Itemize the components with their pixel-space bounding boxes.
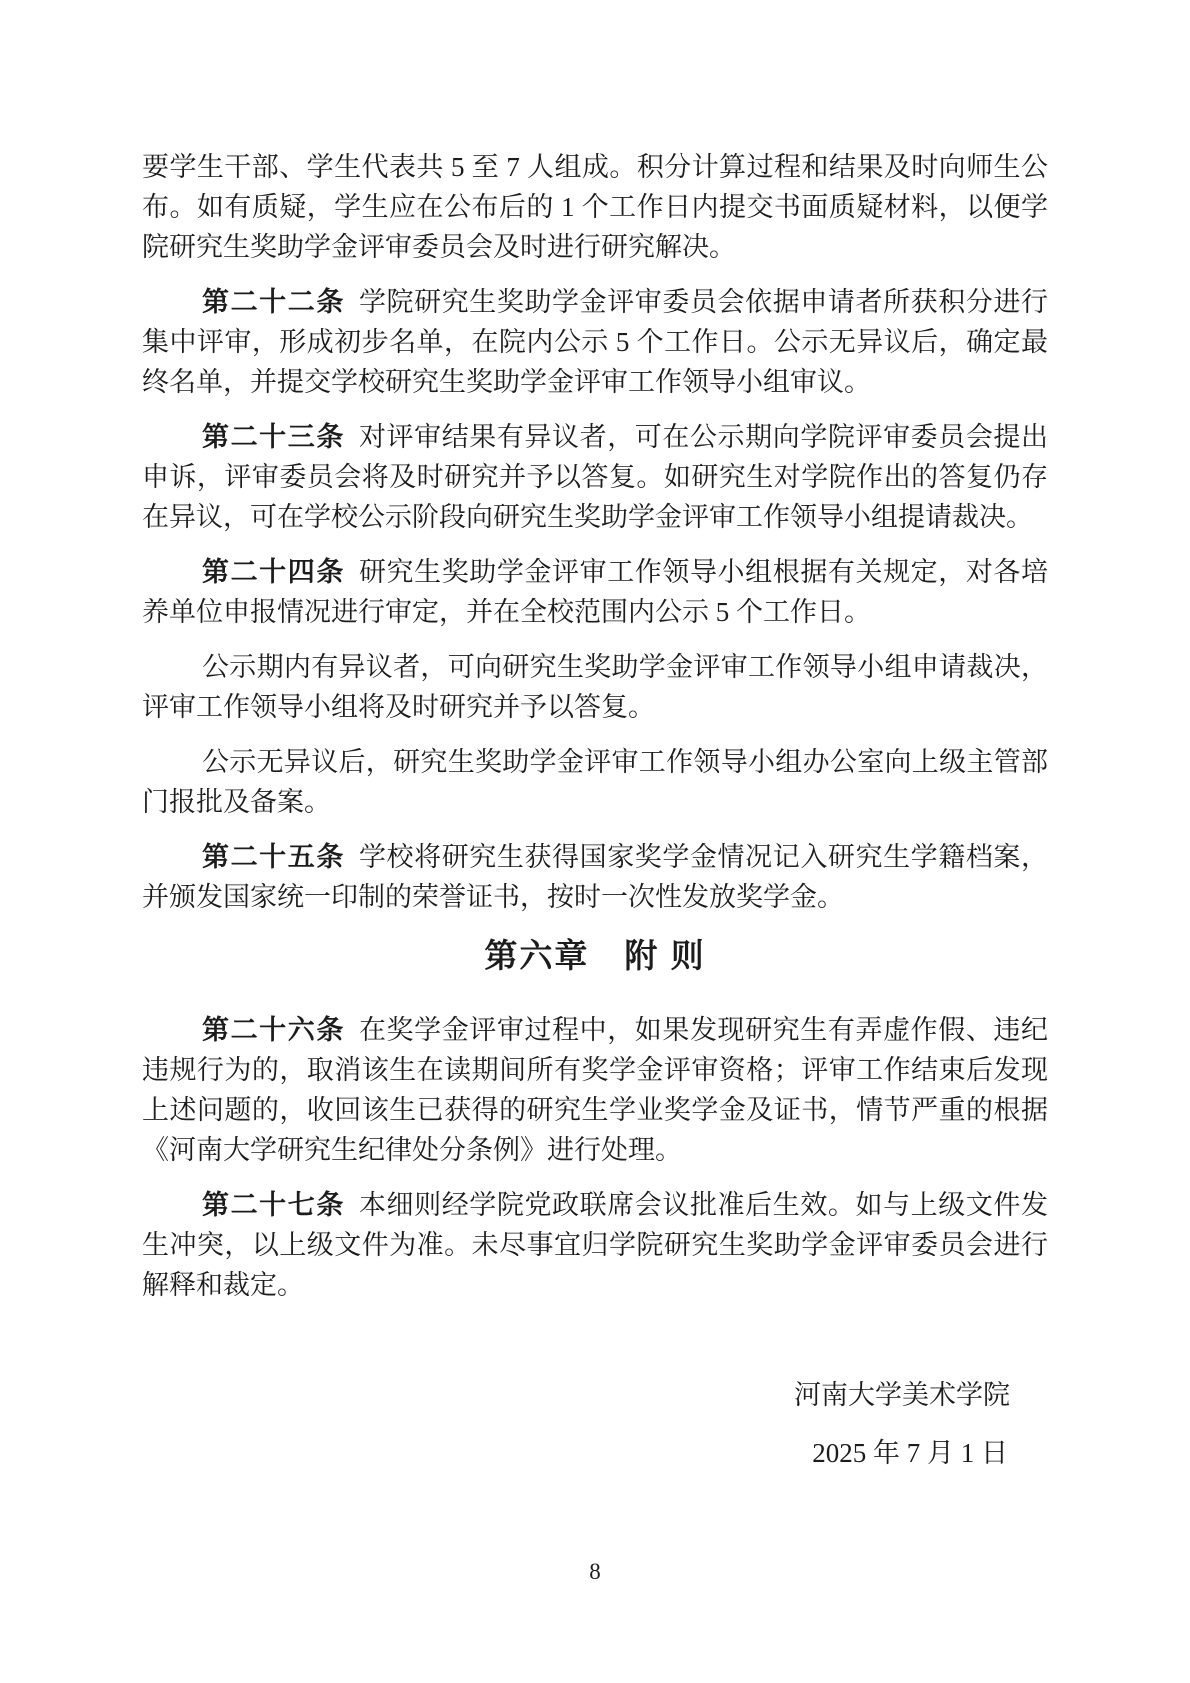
page-number: 8 (589, 1559, 601, 1584)
paragraph-article-24 (142, 552, 1048, 632)
paragraph-article-26 (142, 1010, 1048, 1170)
paragraph-text: 研究生奖助学金评审工作领导小组根据有关规定，对各培养单位申报情况进行审定，并在全校范围内公示 5 个工作日。 (142, 557, 1049, 627)
document-body (142, 147, 1048, 1473)
paragraph-text: 对评审结果有异议者，可在公示期向学院评审委员会提出申诉，评审委员会将及时研究并予以答复。如研究生对学院作出的答复仍存在异议，可在学校公示阶段向研究生奖助学金评审工作领导小组提请裁决。 (142, 422, 1049, 532)
article-number-label: 第二十三条 (202, 422, 345, 452)
paragraph-article-22 (142, 282, 1048, 402)
date-line: 2025 年 7 月 1 日 (812, 1438, 1008, 1468)
paragraph-text: 要学生干部、学生代表共 5 至 7 人组成。积分计算过程和结果及时向师生公布。如有质疑，学生应在公布后的 1 个工作日内提交书面质疑材料，以便学院研究生奖助学金评审委员会及时进行研究解决。 (142, 152, 1048, 262)
paragraph-text: 学院研究生奖助学金评审委员会依据申请者所获积分进行集中评审，形成初步名单，在院内公示 5 个工作日。公示无异议后，确定最终名单，并提交学校研究生奖助学金评审工作领导小组审议。 (142, 287, 1049, 397)
paragraph-text: 学校将研究生获得国家奖学金情况记入研究生学籍档案，并颁发国家统一印制的荣誉证书，按时一次性发放奖学金。 (142, 842, 1049, 912)
signature-line: 河南大学美术学院 (794, 1380, 1010, 1410)
paragraph-no-objection (142, 742, 1048, 822)
article-number-label: 第二十七条 (202, 1190, 345, 1220)
paragraph-article-27 (142, 1185, 1048, 1305)
paragraph-text: 本细则经学院党政联席会议批准后生效。如与上级文件发生冲突，以上级文件为准。未尽事宜归学院研究生奖助学金评审委员会进行解释和裁定。 (142, 1190, 1049, 1300)
paragraph-article-23 (142, 417, 1048, 537)
paragraph-article-25 (142, 837, 1048, 917)
paragraph-objection-period (142, 647, 1048, 727)
paragraph-text: 公示期内有异议者，可向研究生奖助学金评审工作领导小组申请裁决，评审工作领导小组将及时研究并予以答复。 (142, 652, 1048, 722)
paragraph-continuation (142, 147, 1048, 267)
article-number-label: 第二十二条 (202, 287, 345, 317)
article-number-label: 第二十四条 (202, 557, 345, 587)
paragraph-text: 在奖学金评审过程中，如果发现研究生有弄虚作假、违纪违规行为的，取消该生在读期间所有奖学金评审资格；评审工作结束后发现上述问题的，收回该生已获得的研究生学业奖学金及证书，情节严重的根据《河南大学研究生纪律处分条例》进行处理。 (142, 1015, 1049, 1165)
paragraph-text: 公示无异议后，研究生奖助学金评审工作领导小组办公室向上级主管部门报批及备案。 (142, 747, 1048, 817)
article-number-label: 第二十五条 (202, 842, 345, 872)
chapter-heading: 第六章 附 则 (484, 937, 706, 974)
article-number-label: 第二十六条 (202, 1015, 345, 1045)
